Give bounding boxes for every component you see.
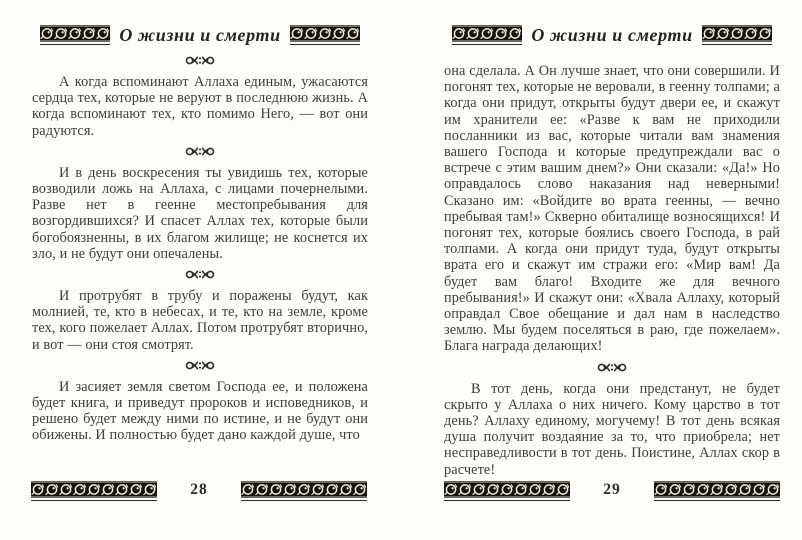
page-right xyxy=(401,0,802,540)
page-header xyxy=(32,24,368,46)
paragraph: И протрубят в трубу и поражены будут, как молнией, те, кто в небесах, и те, кто на земле, кроме тех, кого пожелает Аллах. Потом протрубят вторично, и вот — они стоя смотрят. xyxy=(32,288,368,353)
paragraph: А когда вспоминают Аллаха единым, ужасаются сердца тех, которые не веруют в последнюю жизнь. А когда вспоминают тех, кто помимо Него, — вот они радуются. xyxy=(32,74,368,139)
knot-section-divider-icon xyxy=(32,359,368,372)
vine-scroll-band-icon xyxy=(444,481,570,501)
vine-scroll-band-icon xyxy=(241,481,367,501)
vine-scroll-band-icon xyxy=(31,481,157,501)
page-footer xyxy=(31,481,367,501)
knot-section-divider-icon xyxy=(32,145,368,158)
knot-section-divider-icon xyxy=(444,361,780,374)
vine-scroll-band-icon xyxy=(40,25,110,45)
knot-section-divider-icon xyxy=(32,54,368,67)
vine-scroll-band-icon xyxy=(702,25,772,45)
page-left-inner xyxy=(32,24,368,444)
page-content xyxy=(32,54,368,444)
vine-scroll-band-icon xyxy=(452,25,522,45)
page-number: 29 xyxy=(603,481,621,498)
page-footer xyxy=(444,481,780,501)
vine-scroll-band-icon xyxy=(654,481,780,501)
page-title: О жизни и смерти xyxy=(119,24,281,45)
paragraph: И засияет земля светом Господа ее, и положена будет книга, и приведут пророков и исповедников, и решено будет между ними по истине, и не будут они обижены. И полностью будет дано каждой душе, что xyxy=(32,378,368,444)
page-header xyxy=(444,24,780,46)
paragraph: она сделала. А Он лучше знает, что они совершили. И погонят тех, которые не веровали, в геенну толпами; а когда они придут, открыты будут двери ее, и скажут им хранители ее: «Разве к вам не приходили посланники из вас, которые читали вам знамения вашего Господа и которые предупреждали вас о встрече с этим вашим днем?» Они сказали: «Да!» Но оправдалось слово наказания над неверными! Сказано им: «Войдите во врата геенны, — вечно пребывая там!» Скверно обиталище возносящихся! И погонят тех, которые боялись своего Господа, в рай толпами. А когда они придут туда, будут открыты врата его и скажут им стражи его: «Мир вам! Да будет вам благо! Входите же для вечного пребывания!» И скажут они: «Хвала Аллаху, который оправдал Свое обещание и дал нам в наследство землю. Мы будем поселяться в раю, где пожелаем». Блага награда делающих! xyxy=(444,63,780,355)
page-right-inner xyxy=(444,24,780,478)
page-content xyxy=(444,63,780,478)
page-number: 28 xyxy=(190,481,208,498)
knot-section-divider-icon xyxy=(32,268,368,281)
paragraph: В тот день, когда они предстанут, не будет скрыто у Аллаха о них ничего. Кому царство в тот день? Аллаху единому, могучему! В тот день всякая душа получит воздаяние за то, что приобрела; нет несправедливости в тот день. Поистине, Аллах скор в расчете! xyxy=(444,380,780,478)
page-title: О жизни и смерти xyxy=(531,24,693,45)
paragraph: И в день воскресения ты увидишь тех, которые возводили ложь на Аллаха, с лицами почернелыми. Разве нет в геенне местопребывания для возгордившихся? И спасет Аллах тех, которые были богобоязненны, в их благом жилище; не коснется их зло, и не будут они опечалены. xyxy=(32,164,368,262)
vine-scroll-band-icon xyxy=(290,25,360,45)
